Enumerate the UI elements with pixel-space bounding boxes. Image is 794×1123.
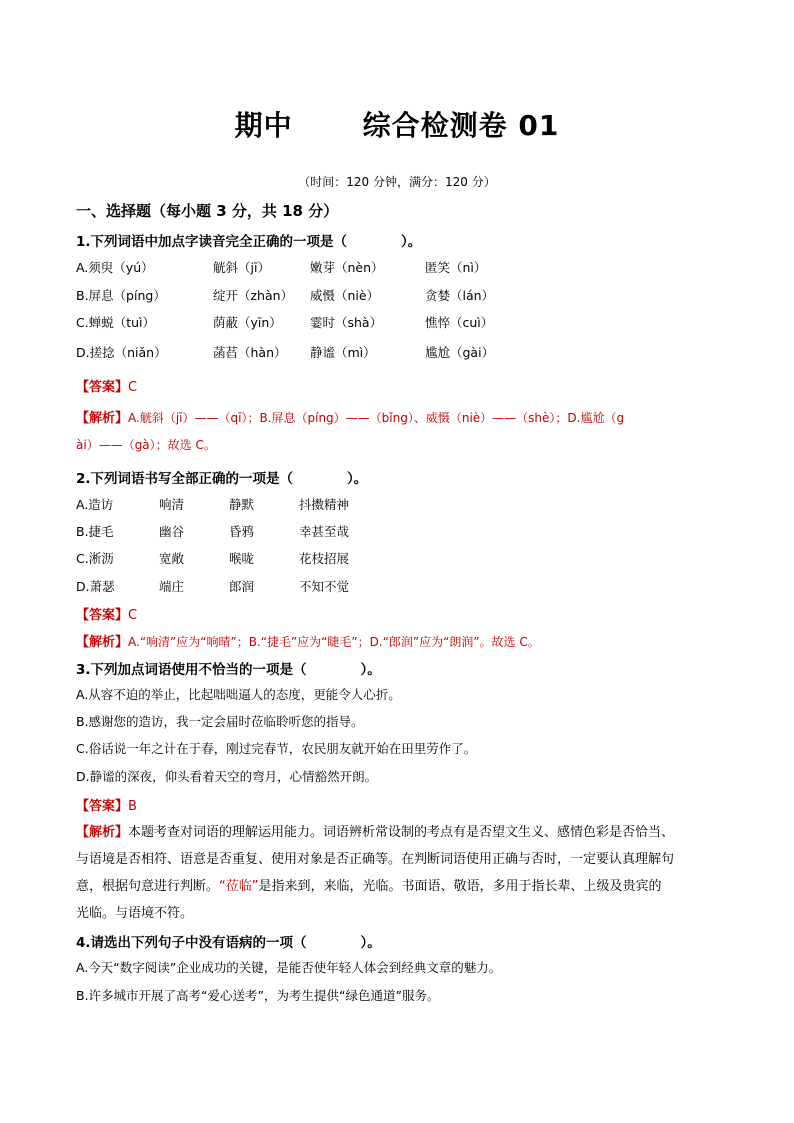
question-1-explanation-cont: ài）——（gà）；故选 C。 bbox=[76, 438, 216, 452]
question-2-stem: 2.下列词语书写全部正确的一项是（ ）。 bbox=[76, 471, 368, 487]
question-2-option-c: C.淅沥 宽敞 喉咙 花枝招展 bbox=[76, 551, 350, 566]
question-1-option-c: C.蝉蜕（tuì） 荫蔽（yīn） 霎时（shà） 憔悴（cuì） bbox=[76, 315, 494, 330]
question-3-explanation: 【解析】本题考查对词语的理解运用能力。词语辨析常设制的考点有是否望文生义、感情色彩是否恰当、 与语境是否相符、语意是否重复、使用对象是否正确等。在判断词语使用正确与否时，一定要认真理解句 意，根据句意进行判断。“莅临”是指来到，来临，光临。书面语、敬语，多用于指长辈、上级及贵宾的 光临。与语境不符。 bbox=[76, 825, 675, 921]
question-3-stem: 3.下列加点词语使用不恰当的一项是（ ）。 bbox=[76, 662, 381, 678]
question-3-option-a: A.从容不迫的举止，比起咄咄逼人的态度，更能令人心折。 bbox=[76, 687, 401, 702]
question-2-option-d: D.萧瑟 端庄 郎润 不知不觉 bbox=[76, 579, 350, 594]
title-part2: 综合检测卷 01 bbox=[362, 109, 560, 142]
title-part1: 期中 bbox=[234, 109, 293, 142]
question-2-option-a: A.造访 响清 静默 抖擞精神 bbox=[76, 497, 350, 512]
question-3-option-b: B.感谢您的造访，我一定会届时莅临聆听您的指导。 bbox=[76, 714, 364, 729]
question-3-option-d: D.静谧的深夜，仰头看着天空的弯月，心情豁然开朗。 bbox=[76, 769, 378, 784]
question-3-answer: 【答案】B bbox=[76, 799, 137, 814]
question-1-option-b: B.屏息（píng） 绽开（zhàn） 威慑（niè） 贪婪（lán） bbox=[76, 288, 495, 303]
question-2-answer: 【答案】C bbox=[76, 608, 138, 623]
question-4-option-b: B.许多城市开展了高考“爱心送考”，为考生提供“绿色通道”服务。 bbox=[76, 988, 440, 1003]
question-1-option-a: A.须臾（yú） 觥斜（jī） 嫩芽（nèn） 匿笑（nì） bbox=[76, 260, 487, 275]
question-4-option-a: A.今天“数字阅读”企业成功的关键，是能否使年轻人体会到经典文章的魅力。 bbox=[76, 960, 502, 975]
question-1-option-d: D.搓捻（niǎn） 菡萏（hàn） 静谧（mì） 尴尬（gài） bbox=[76, 345, 495, 360]
page-title bbox=[0, 104, 794, 144]
question-4-stem: 4.请选出下列句子中没有语病的一项（ ）。 bbox=[76, 935, 381, 951]
question-2-explanation: 【解析】A.“响清”应为“响晴”；B.“捷毛”应为“睫毛”；D.“郎润”应为“朗润”。故选 C。 bbox=[76, 635, 540, 650]
question-1-stem: 1.下列词语中加点字读音完全正确的一项是（ ）。 bbox=[76, 234, 422, 250]
question-3-option-c: C.俗话说一年之计在于春，刚过完春节，农民朋友就开始在田里劳作了。 bbox=[76, 741, 477, 756]
question-1-answer: 【答案】C bbox=[76, 380, 138, 395]
exam-info: （时间：120 分钟，满分：120 分） bbox=[298, 175, 496, 189]
section-heading: 一、选择题（每小题 3 分，共 18 分） bbox=[76, 202, 339, 220]
question-1-explanation: 【解析】A.觥斜（jī）——（qī）；B.屏息（píng）——（bǐng）、威慑（niè）——（shè）；D.尴尬（g bbox=[76, 411, 625, 426]
question-2-option-b: B.捷毛 幽谷 昏鸦 幸甚至哉 bbox=[76, 524, 350, 539]
